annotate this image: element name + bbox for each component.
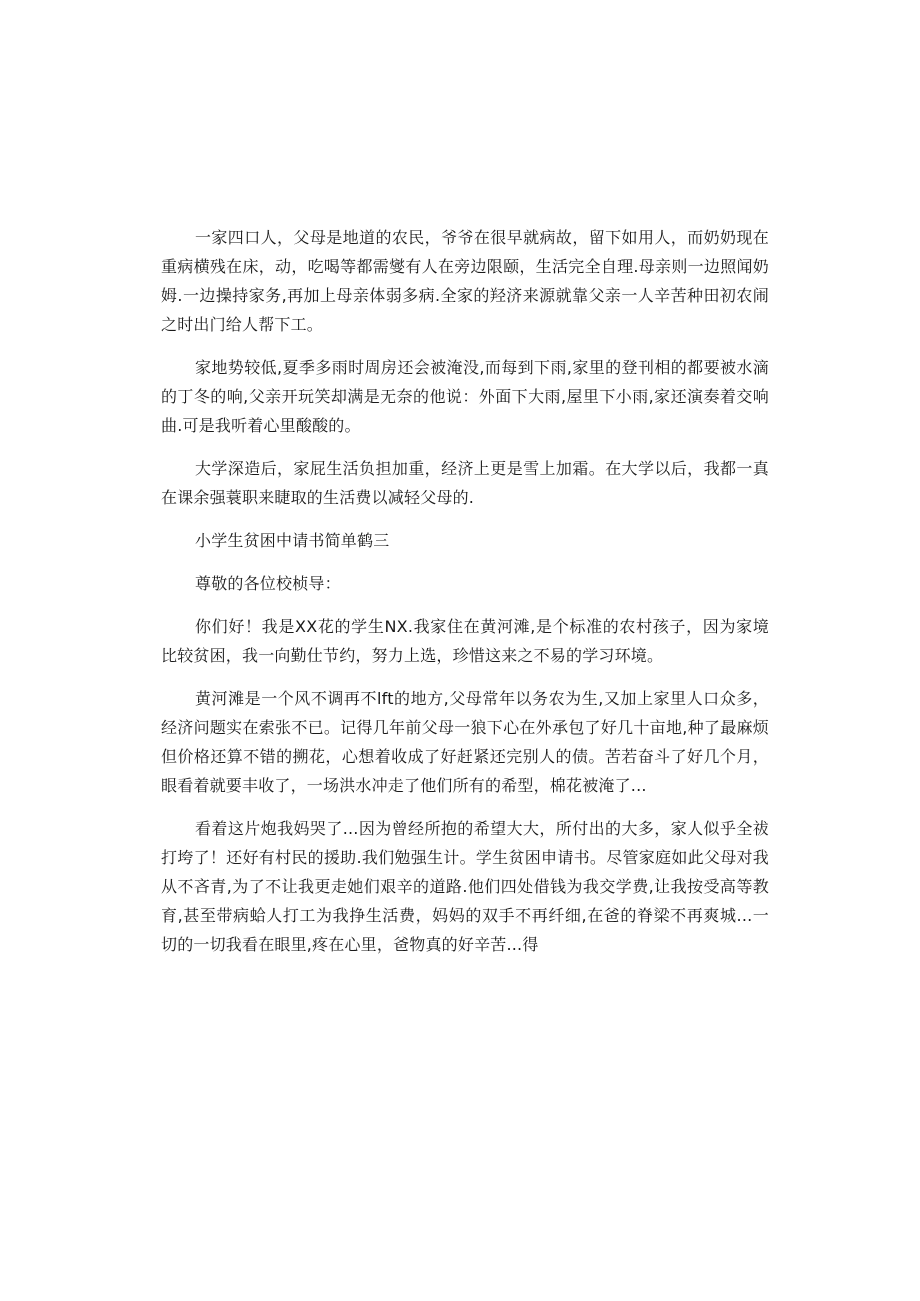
paragraph-parents-sacrifice: 看着这片炮我妈哭了...因为曾经所抱的希望大大，所付出的大多，家人似乎全祓打垮了！还好有村民的援助.我们勉强生计。学生贫困申请书。尽管家庭如此父母对我从不吝青,为了不让我更走她们艰辛的道路.他们四处借钱为我交学费,让我按受高等教育,甚至带病蛤人打工为我挣生活费，妈妈的双手不再纤细,在爸的脊梁不再爽城...一切的一切我看在眼里,疼在心里，爸物真的好辛苦...得 <box>161 819 769 954</box>
paragraph-flood-story: 黄河滩是一个风不调再不lft的地方,父母常年以务农为生,又加上家里人口众多，经济问题实在索张不已。记得几年前父母一狼下心在外承包了好几十亩地,种了最麻烦但价格还算不错的搠花，心想着收成了好赶紧还完别人的债。苦若奋斗了好几个月，眼看着就要丰收了，一场洪水冲走了他们所有的希型，棉花被淹了... <box>161 689 769 795</box>
paragraph-university-burden: 大学深造后，家屁生活负担加重，经济上更是雪上加霜。在大学以后，我都一真在课余强蓑职来睫取的生活费以减轻父母的. <box>161 459 769 507</box>
document-body <box>161 223 769 973</box>
salutation: 尊敬的各位校桢导： <box>195 574 341 593</box>
paragraph-house-conditions: 家地势较低,夏季多雨时周房还会被淹没,而每到下雨,家里的登刊相的都要被水滴的丁冬的响,父亲开玩笑却满是无奈的他说：外面下大雨,屋里下小雨,家还演奏着交响曲.可是我听着心里酸酸的。 <box>161 358 769 435</box>
paragraph-greeting-intro: 你们好！我是XX花的学生NX.我家住在黄河滩,是个标准的农村孩子，因为家境比较贫困，我一向勤仕节约，努力上选，珍惜这来之不易的学习环境。 <box>161 617 769 665</box>
paragraph-family-background: 一家四口人，父母是地道的农民，爷爷在很早就病故，留下如用人，而奶奶现在重病横残在床，动，吃喝等都需燮有人在旁边限颐，生活完全自理.母亲则一边照闻奶姆.一边操持家务,再加上母亲体弱多病.全家的羟济来源就靠父亲一人辛苦种田初农闹之时出门给人帮下工。 <box>161 228 769 334</box>
section-heading: 小学生贫困中请书简单鹤三 <box>195 531 390 550</box>
